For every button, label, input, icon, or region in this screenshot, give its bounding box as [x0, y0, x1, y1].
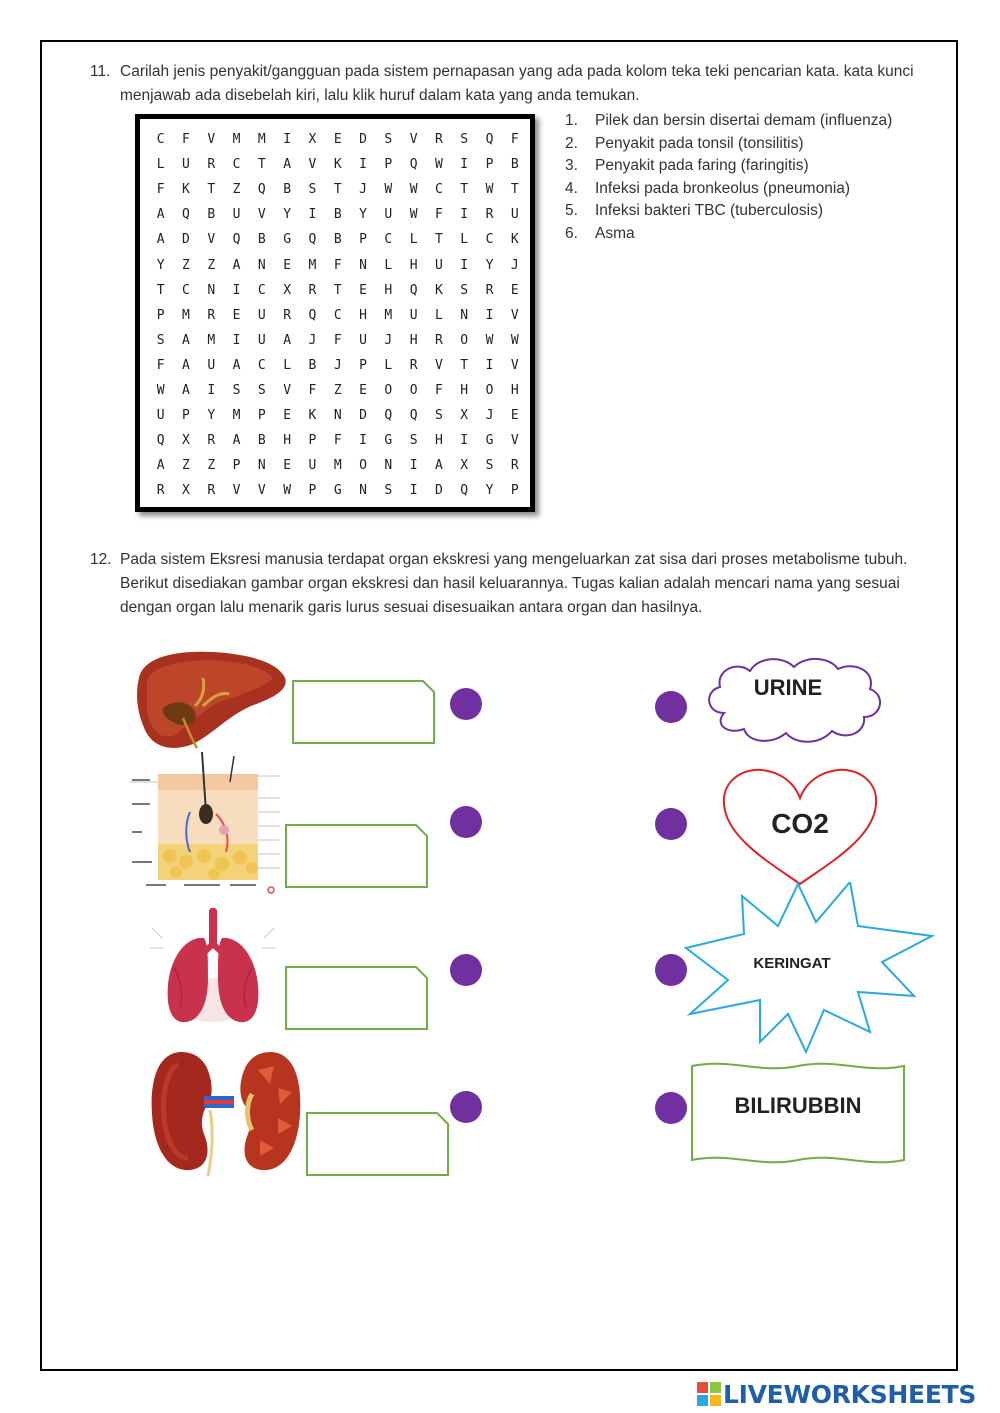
- word-search-letter[interactable]: T: [156, 282, 165, 298]
- answer-box-kidneys[interactable]: [306, 1112, 449, 1176]
- word-search-letter[interactable]: Z: [182, 257, 190, 273]
- word-search-letter[interactable]: M: [384, 307, 393, 323]
- word-search-letter[interactable]: G: [283, 232, 292, 248]
- word-search-letter[interactable]: M: [232, 408, 241, 424]
- organ-connector-dot-kidneys[interactable]: [450, 1091, 482, 1123]
- word-search-letter[interactable]: B: [333, 232, 342, 248]
- liveworksheets-brand: LIVEWORKSHEETS: [723, 1379, 977, 1409]
- organ-connector-dot-skin[interactable]: [450, 806, 482, 838]
- word-search-letter[interactable]: T: [460, 357, 469, 373]
- word-search-letter[interactable]: I: [460, 207, 469, 223]
- word-search-letter[interactable]: O: [359, 458, 367, 474]
- word-search-letter[interactable]: R: [308, 282, 317, 298]
- word-search-letter[interactable]: S: [232, 382, 241, 398]
- word-search-letter[interactable]: U: [207, 357, 216, 373]
- word-search-letter[interactable]: R: [207, 483, 216, 499]
- word-search-letter[interactable]: M: [257, 132, 266, 148]
- word-search-letter[interactable]: Z: [207, 458, 216, 474]
- word-search-letter[interactable]: Q: [308, 232, 317, 248]
- word-search-letter[interactable]: R: [283, 307, 292, 323]
- word-search-letter[interactable]: S: [435, 408, 443, 424]
- word-search-letter[interactable]: A: [232, 357, 241, 373]
- clue-item: [565, 200, 945, 223]
- word-search-letter[interactable]: G: [485, 433, 494, 449]
- word-search-letter[interactable]: V: [207, 132, 216, 148]
- word-search-letter[interactable]: I: [485, 307, 494, 323]
- word-search-letter[interactable]: O: [384, 382, 393, 398]
- word-search-letter[interactable]: O: [409, 382, 418, 398]
- word-search-letter[interactable]: H: [435, 433, 443, 449]
- word-search-letter[interactable]: W: [485, 332, 494, 348]
- clue-item: [565, 110, 945, 133]
- word-search-letter[interactable]: T: [510, 182, 519, 198]
- word-search-letter[interactable]: E: [283, 408, 292, 424]
- word-search-letter[interactable]: K: [333, 157, 342, 173]
- word-search-letter[interactable]: P: [359, 357, 367, 373]
- word-search-letter[interactable]: A: [232, 257, 241, 273]
- word-search-letter[interactable]: R: [510, 458, 519, 474]
- word-search-letter[interactable]: N: [333, 408, 342, 424]
- word-search-letter[interactable]: U: [182, 157, 190, 173]
- word-search-letter[interactable]: L: [283, 357, 292, 373]
- word-search-letter[interactable]: D: [359, 408, 367, 424]
- word-search-letter[interactable]: V: [510, 307, 519, 323]
- word-search-letter[interactable]: M: [207, 332, 216, 348]
- word-search-letter[interactable]: R: [435, 132, 443, 148]
- word-search-letter[interactable]: Q: [409, 282, 418, 298]
- word-search-letter[interactable]: S: [460, 282, 469, 298]
- word-search-letter[interactable]: S: [156, 332, 165, 348]
- word-search-letter[interactable]: X: [460, 458, 469, 474]
- word-search-letter[interactable]: L: [409, 232, 418, 248]
- answer-box-lungs[interactable]: [285, 966, 428, 1030]
- word-search-letter[interactable]: F: [333, 332, 342, 348]
- word-search-letter[interactable]: V: [257, 483, 266, 499]
- word-search-letter[interactable]: R: [207, 307, 216, 323]
- word-search-letter[interactable]: V: [308, 157, 317, 173]
- word-search-letter[interactable]: U: [510, 207, 519, 223]
- word-search-letter[interactable]: H: [460, 382, 469, 398]
- word-search-letter[interactable]: F: [333, 257, 342, 273]
- clue-number: 6.: [565, 224, 578, 242]
- word-search-letter[interactable]: S: [384, 132, 393, 148]
- organ-connector-dot-liver[interactable]: [450, 688, 482, 720]
- word-search-letter[interactable]: V: [510, 357, 519, 373]
- word-search-letter[interactable]: W: [409, 182, 418, 198]
- word-search-letter[interactable]: H: [409, 332, 418, 348]
- product-label-urine: URINE: [753, 675, 823, 700]
- word-search-letter[interactable]: G: [333, 483, 342, 499]
- word-search-letter[interactable]: W: [510, 332, 519, 348]
- word-search-letter[interactable]: W: [156, 382, 165, 398]
- word-search-letter[interactable]: H: [283, 433, 292, 449]
- product-label-co2: CO2: [771, 808, 829, 839]
- question-12-text: Pada sistem Eksresi manusia terdapat organ ekskresi yang mengeluarkan zat sisa dari proses metabolisme tubuh. Berikut disediakan gambar organ ekskresi dan hasil keluarannya. Tugas kalian adalah mencari nama yang sesuai dengan organ lalu menarik garis lurus sesuai disesuaikan antara organ dan hasilnya.: [120, 551, 908, 616]
- word-search-letter[interactable]: F: [333, 433, 342, 449]
- word-search-letter[interactable]: Y: [283, 207, 292, 223]
- word-search-letter[interactable]: U: [232, 207, 241, 223]
- word-search-letter[interactable]: F: [182, 132, 190, 148]
- word-search-letter[interactable]: L: [435, 307, 443, 323]
- word-search-letter[interactable]: W: [384, 182, 393, 198]
- word-search-letter[interactable]: M: [182, 307, 190, 323]
- word-search-letter[interactable]: J: [308, 332, 317, 348]
- word-search-letter[interactable]: J: [510, 257, 519, 273]
- word-search-letter[interactable]: A: [182, 357, 190, 373]
- word-search-letter[interactable]: N: [460, 307, 469, 323]
- product-connector-dot-co2[interactable]: [655, 808, 687, 840]
- liver-image: [133, 648, 289, 752]
- liveworksheets-logo-icon: [697, 1382, 721, 1406]
- word-search-letter[interactable]: W: [435, 157, 443, 173]
- word-search-letter[interactable]: U: [257, 307, 266, 323]
- word-search-letter[interactable]: Q: [409, 157, 418, 173]
- word-search-letter[interactable]: P: [510, 483, 519, 499]
- word-search-letter[interactable]: T: [460, 182, 469, 198]
- word-search-letter[interactable]: D: [182, 232, 190, 248]
- word-search-letter[interactable]: V: [435, 357, 443, 373]
- word-search-letter[interactable]: K: [308, 408, 317, 424]
- word-search-letter[interactable]: F: [435, 382, 443, 398]
- word-search-letter[interactable]: N: [384, 458, 393, 474]
- word-search-letter[interactable]: K: [435, 282, 443, 298]
- question-12-number: 12.: [90, 551, 112, 568]
- clue-item: [565, 178, 945, 201]
- word-search-letter[interactable]: S: [409, 433, 418, 449]
- word-search-letter[interactable]: U: [409, 307, 418, 323]
- word-search-letter[interactable]: N: [257, 458, 266, 474]
- word-search-letter[interactable]: B: [510, 157, 519, 173]
- clue-text: Asma: [595, 224, 635, 242]
- word-search-letter[interactable]: X: [182, 433, 190, 449]
- question-11-text: Carilah jenis penyakit/gangguan pada sistem pernapasan yang ada pada kolom teka teki pencarian kata. kata kunci menjawab ada disebelah kiri, lalu klik huruf dalam kata yang anda temukan.: [120, 63, 914, 104]
- word-search-letter[interactable]: A: [182, 332, 190, 348]
- word-search-letter[interactable]: E: [359, 382, 367, 398]
- word-search-letter[interactable]: H: [409, 257, 418, 273]
- word-search-letter[interactable]: R: [207, 433, 216, 449]
- clue-item: [565, 133, 945, 156]
- clue-number: 1.: [565, 112, 578, 129]
- word-search-letter[interactable]: G: [384, 433, 393, 449]
- word-search-puzzle: [135, 114, 535, 512]
- word-search-letter[interactable]: U: [435, 257, 443, 273]
- word-search-letter[interactable]: I: [409, 458, 418, 474]
- word-search-letter[interactable]: M: [308, 257, 317, 273]
- word-search-letter[interactable]: Q: [257, 182, 266, 198]
- clue-text: Penyakit pada tonsil (tonsilitis): [595, 134, 804, 152]
- word-search-letter[interactable]: A: [156, 207, 165, 223]
- word-search-letter[interactable]: A: [156, 458, 165, 474]
- word-search-letter[interactable]: V: [207, 232, 216, 248]
- word-search-letter[interactable]: W: [485, 182, 494, 198]
- word-search-letter[interactable]: E: [359, 282, 367, 298]
- word-search-letter[interactable]: E: [333, 132, 342, 148]
- word-search-letter[interactable]: K: [510, 232, 519, 248]
- word-search-letter[interactable]: Q: [485, 132, 494, 148]
- word-search-letter[interactable]: R: [207, 157, 216, 173]
- word-search-letter[interactable]: X: [283, 282, 292, 298]
- word-search-letter[interactable]: T: [257, 157, 266, 173]
- word-search-letter[interactable]: Y: [485, 483, 494, 499]
- word-search-letter[interactable]: P: [359, 232, 367, 248]
- clue-text: Infeksi pada bronkeolus (pneumonia): [595, 179, 851, 197]
- word-search-letter[interactable]: Z: [182, 458, 190, 474]
- word-search-letter[interactable]: C: [232, 157, 241, 173]
- word-search-letter[interactable]: B: [257, 433, 266, 449]
- word-search-letter[interactable]: I: [359, 157, 367, 173]
- word-search-letter[interactable]: Z: [232, 182, 241, 198]
- word-search-letter[interactable]: I: [460, 433, 469, 449]
- word-search-letter[interactable]: A: [232, 433, 241, 449]
- word-search-letter[interactable]: U: [359, 332, 367, 348]
- word-search-letter[interactable]: P: [308, 433, 317, 449]
- clue-item: [565, 155, 945, 178]
- word-search-letter[interactable]: L: [156, 157, 165, 173]
- word-search-letter[interactable]: S: [384, 483, 393, 499]
- word-search-letter[interactable]: I: [359, 433, 367, 449]
- word-search-letter[interactable]: I: [460, 257, 469, 273]
- product-label-bilirubbin: BILIRUBBIN: [734, 1093, 862, 1118]
- word-search-letter[interactable]: Y: [207, 408, 216, 424]
- word-search-letter[interactable]: K: [182, 182, 190, 198]
- word-search-letter[interactable]: S: [308, 182, 317, 198]
- word-search-letter[interactable]: R: [156, 483, 165, 499]
- word-search-letter[interactable]: Y: [156, 257, 165, 273]
- product-connector-dot-bilirubbin[interactable]: [655, 1092, 687, 1124]
- lungs-image: [150, 908, 276, 1028]
- word-search-letter[interactable]: T: [435, 232, 443, 248]
- clue-text: Pilek dan bersin disertai demam (influenza): [595, 112, 893, 129]
- word-search-letter[interactable]: P: [232, 458, 241, 474]
- clue-list: [565, 110, 945, 245]
- word-search-letter[interactable]: C: [485, 232, 494, 248]
- question-11-number: 11.: [90, 63, 111, 80]
- word-search-letter[interactable]: V: [510, 433, 519, 449]
- word-search-letter[interactable]: O: [485, 382, 494, 398]
- word-search-letter[interactable]: F: [156, 357, 165, 373]
- word-search-letter[interactable]: P: [308, 483, 317, 499]
- word-search-letter[interactable]: C: [156, 132, 165, 148]
- word-search-letter[interactable]: T: [207, 182, 216, 198]
- word-search-letter[interactable]: Z: [333, 382, 342, 398]
- word-search-letter[interactable]: Q: [182, 207, 190, 223]
- word-search-letter[interactable]: M: [333, 458, 342, 474]
- word-search-letter[interactable]: Q: [384, 408, 393, 424]
- word-search-letter[interactable]: C: [333, 307, 342, 323]
- word-search-letter[interactable]: E: [283, 458, 292, 474]
- clue-item: [565, 223, 945, 246]
- word-search-letter[interactable]: J: [485, 408, 494, 424]
- word-search-letter[interactable]: I: [460, 157, 469, 173]
- word-search-letter[interactable]: Q: [460, 483, 469, 499]
- word-search-letter[interactable]: H: [510, 382, 519, 398]
- word-search-letter[interactable]: B: [333, 207, 342, 223]
- organ-connector-dot-lungs[interactable]: [450, 954, 482, 986]
- answer-box-skin[interactable]: [285, 824, 428, 888]
- word-search-letter[interactable]: B: [283, 182, 292, 198]
- word-search-letter[interactable]: X: [308, 132, 317, 148]
- skin-diagram-image: [130, 752, 280, 894]
- word-search-letter[interactable]: T: [333, 282, 342, 298]
- word-search-letter[interactable]: F: [435, 207, 443, 223]
- word-search-letter[interactable]: I: [232, 332, 241, 348]
- word-search-letter[interactable]: J: [384, 332, 393, 348]
- word-search-letter[interactable]: D: [435, 483, 443, 499]
- word-search-letter[interactable]: F: [156, 182, 165, 198]
- word-search-letter[interactable]: H: [359, 307, 367, 323]
- word-search-letter[interactable]: Q: [156, 433, 165, 449]
- word-search-letter[interactable]: I: [283, 132, 292, 148]
- product-connector-dot-urine[interactable]: [655, 691, 687, 723]
- word-search-letter[interactable]: L: [384, 357, 393, 373]
- word-search-letter[interactable]: B: [257, 232, 266, 248]
- word-search-letter[interactable]: S: [485, 458, 494, 474]
- word-search-letter[interactable]: C: [257, 357, 266, 373]
- word-search-letter[interactable]: A: [156, 232, 165, 248]
- word-search-letter[interactable]: M: [232, 132, 241, 148]
- word-search-letter[interactable]: C: [182, 282, 190, 298]
- clue-number: 2.: [565, 134, 578, 152]
- word-search-letter[interactable]: S: [460, 132, 469, 148]
- word-search-letter[interactable]: B: [308, 357, 317, 373]
- word-search-letter[interactable]: A: [283, 332, 292, 348]
- clue-text: Infeksi bakteri TBC (tuberculosis): [595, 202, 823, 219]
- word-search-letter[interactable]: Q: [232, 232, 241, 248]
- word-search-grid: [148, 127, 527, 503]
- word-search-letter[interactable]: R: [485, 282, 494, 298]
- clue-number: 5.: [565, 202, 578, 219]
- word-search-letter[interactable]: R: [435, 332, 443, 348]
- word-search-letter[interactable]: P: [182, 408, 190, 424]
- word-search-letter[interactable]: C: [257, 282, 266, 298]
- word-search-letter[interactable]: C: [384, 232, 393, 248]
- word-search-letter[interactable]: F: [308, 382, 317, 398]
- word-search-letter[interactable]: I: [409, 483, 418, 499]
- word-search-letter[interactable]: U: [156, 408, 165, 424]
- word-search-letter[interactable]: C: [435, 182, 443, 198]
- word-search-letter[interactable]: I: [308, 207, 317, 223]
- word-search-letter[interactable]: P: [257, 408, 266, 424]
- word-search-letter[interactable]: W: [283, 483, 292, 499]
- word-search-letter[interactable]: I: [232, 282, 241, 298]
- word-search-letter[interactable]: X: [182, 483, 190, 499]
- word-search-letter[interactable]: A: [435, 458, 443, 474]
- word-search-letter[interactable]: F: [510, 132, 519, 148]
- word-search-letter[interactable]: Y: [359, 207, 367, 223]
- word-search-letter[interactable]: Y: [485, 257, 494, 273]
- word-search-letter[interactable]: W: [409, 207, 418, 223]
- word-search-letter[interactable]: I: [485, 357, 494, 373]
- word-search-letter[interactable]: B: [207, 207, 216, 223]
- product-label-keringat: KERINGAT: [753, 955, 831, 972]
- word-search-letter[interactable]: U: [257, 332, 266, 348]
- word-search-letter[interactable]: V: [257, 207, 266, 223]
- word-search-letter[interactable]: U: [308, 458, 317, 474]
- clue-text: Penyakit pada faring (faringitis): [595, 157, 809, 174]
- word-search-letter[interactable]: P: [485, 157, 494, 173]
- word-search-letter[interactable]: P: [156, 307, 165, 323]
- word-search-letter[interactable]: A: [283, 157, 292, 173]
- word-search-letter[interactable]: V: [283, 382, 292, 398]
- word-search-letter[interactable]: L: [384, 257, 393, 273]
- word-search-letter[interactable]: E: [232, 307, 241, 323]
- word-search-letter[interactable]: V: [232, 483, 241, 499]
- word-search-letter[interactable]: R: [485, 207, 494, 223]
- word-search-letter[interactable]: I: [207, 382, 216, 398]
- kidneys-image: [150, 1044, 302, 1176]
- word-search-letter[interactable]: Q: [409, 408, 418, 424]
- word-search-letter[interactable]: E: [510, 282, 519, 298]
- word-search-letter[interactable]: A: [182, 382, 190, 398]
- word-search-letter[interactable]: O: [460, 332, 469, 348]
- word-search-letter[interactable]: E: [510, 408, 519, 424]
- word-search-letter[interactable]: D: [359, 132, 367, 148]
- word-search-letter[interactable]: S: [257, 382, 266, 398]
- word-search-letter[interactable]: Z: [207, 257, 216, 273]
- word-search-letter[interactable]: U: [384, 207, 393, 223]
- word-search-letter[interactable]: X: [460, 408, 469, 424]
- word-search-letter[interactable]: H: [384, 282, 393, 298]
- answer-box-liver[interactable]: [292, 680, 435, 744]
- word-search-letter[interactable]: Q: [308, 307, 317, 323]
- word-search-letter[interactable]: N: [359, 257, 367, 273]
- word-search-letter[interactable]: R: [409, 357, 418, 373]
- clue-number: 3.: [565, 157, 578, 174]
- word-search-letter[interactable]: J: [359, 182, 367, 198]
- liveworksheets-footer: [697, 1378, 976, 1410]
- word-search-letter[interactable]: E: [283, 257, 292, 273]
- word-search-letter[interactable]: V: [409, 132, 418, 148]
- word-search-letter[interactable]: N: [359, 483, 367, 499]
- word-search-letter[interactable]: L: [460, 232, 469, 248]
- clue-number: 4.: [565, 179, 578, 197]
- word-search-letter[interactable]: N: [257, 257, 266, 273]
- word-search-letter[interactable]: T: [333, 182, 342, 198]
- word-search-letter[interactable]: P: [384, 157, 393, 173]
- word-search-letter[interactable]: N: [207, 282, 216, 298]
- word-search-letter[interactable]: J: [333, 357, 342, 373]
